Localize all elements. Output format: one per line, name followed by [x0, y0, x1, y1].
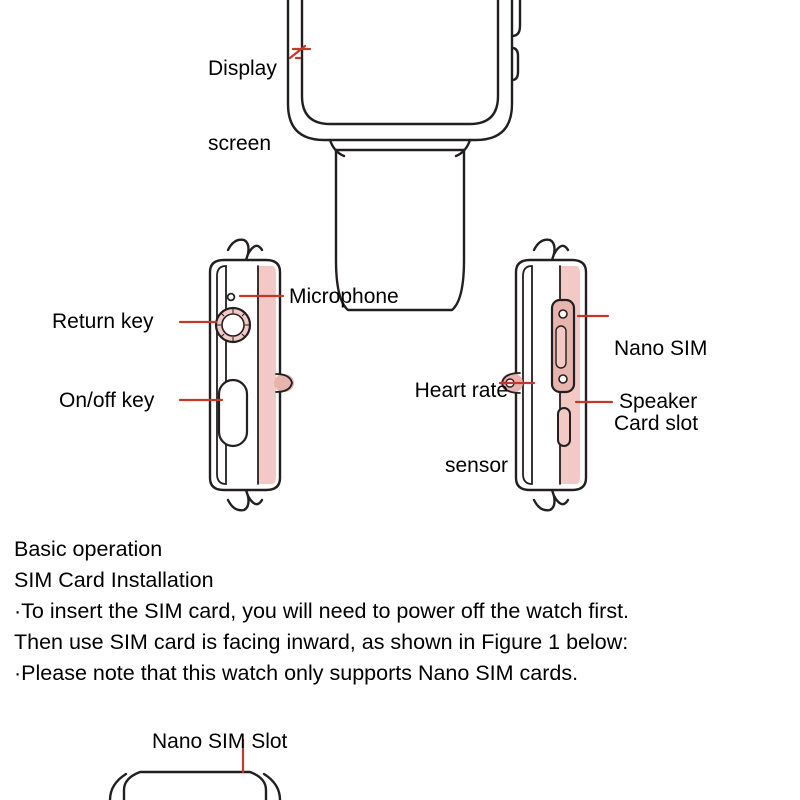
- instructions-subheading: SIM Card Installation: [14, 568, 214, 592]
- label-return-key: Return key: [52, 310, 154, 333]
- label-nano-sim-slot: Nano SIM Slot: [152, 730, 288, 753]
- right-watch-side-view: [501, 240, 586, 511]
- instructions-heading: Basic operation: [14, 537, 163, 561]
- label-display-screen-line1: Display: [208, 57, 277, 80]
- label-display-screen: [208, 6, 277, 206]
- top-watch-front: [288, 0, 520, 310]
- label-microphone: Microphone: [289, 285, 399, 308]
- instructions-block: [14, 534, 789, 689]
- label-nano-sim-card-slot: [614, 286, 707, 486]
- label-speaker: Speaker: [619, 390, 698, 413]
- label-on-off-key: On/off key: [59, 389, 155, 412]
- label-heart-rate-sensor: [386, 328, 508, 528]
- instructions-line-3: ·Please note that this watch only supports Nano SIM cards.: [14, 661, 579, 685]
- label-heart-rate-sensor-line2: sensor: [444, 454, 508, 477]
- left-watch-side-view: [210, 240, 294, 511]
- label-nano-sim-card-slot-line1: Nano SIM: [614, 337, 708, 360]
- label-heart-rate-sensor-line1: Heart rate: [414, 379, 508, 402]
- label-nano-sim-card-slot-line2: Card slot: [614, 412, 699, 435]
- label-display-screen-line2: screen: [208, 132, 272, 155]
- instructions-line-2: Then use SIM card is facing inward, as shown in Figure 1 below:: [14, 630, 629, 654]
- instructions-line-1: ·To insert the SIM card, you will need to power off the watch first.: [14, 599, 630, 623]
